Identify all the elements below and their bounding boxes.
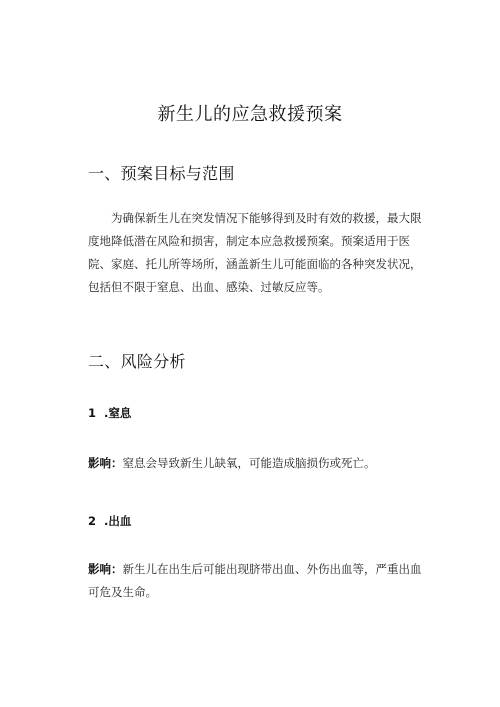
impact-text: 窒息会导致新生儿缺氧，可能造成脑损伤或死亡。: [122, 456, 376, 470]
section-paragraph-goals: 为确保新生儿在突发情况下能够得到及时有效的救援，最大限度地降低潜在风险和损害，制定本应急救援预案。预案适用于医院、家庭、托儿所等场所，涵盖新生儿可能面临的各种突发状况，包括但不限于窒息、出血、感染、过敏反应等。: [88, 211, 422, 294]
risk-item-impact: [88, 558, 424, 604]
risk-item-impact: [88, 452, 424, 475]
document-title: 新生儿的应急救援预案: [157, 104, 343, 125]
impact-label: 影响：: [88, 562, 123, 576]
impact-text: 新生儿在出生后可能出现脐带出血、外伤出血等，严重出血可危及生命。: [88, 562, 422, 599]
section-heading-risk: 二、风险分析: [88, 352, 186, 371]
risk-item-number: 2: [88, 514, 97, 528]
risk-item-heading: [88, 404, 131, 422]
risk-item-number: 1: [88, 406, 97, 420]
risk-item-label: .窒息: [104, 406, 132, 420]
impact-label: 影响：: [88, 456, 123, 470]
section-heading-goals: 一、预案目标与范围: [88, 164, 235, 183]
risk-item-heading: [88, 512, 131, 530]
risk-item-label: .出血: [104, 514, 132, 528]
